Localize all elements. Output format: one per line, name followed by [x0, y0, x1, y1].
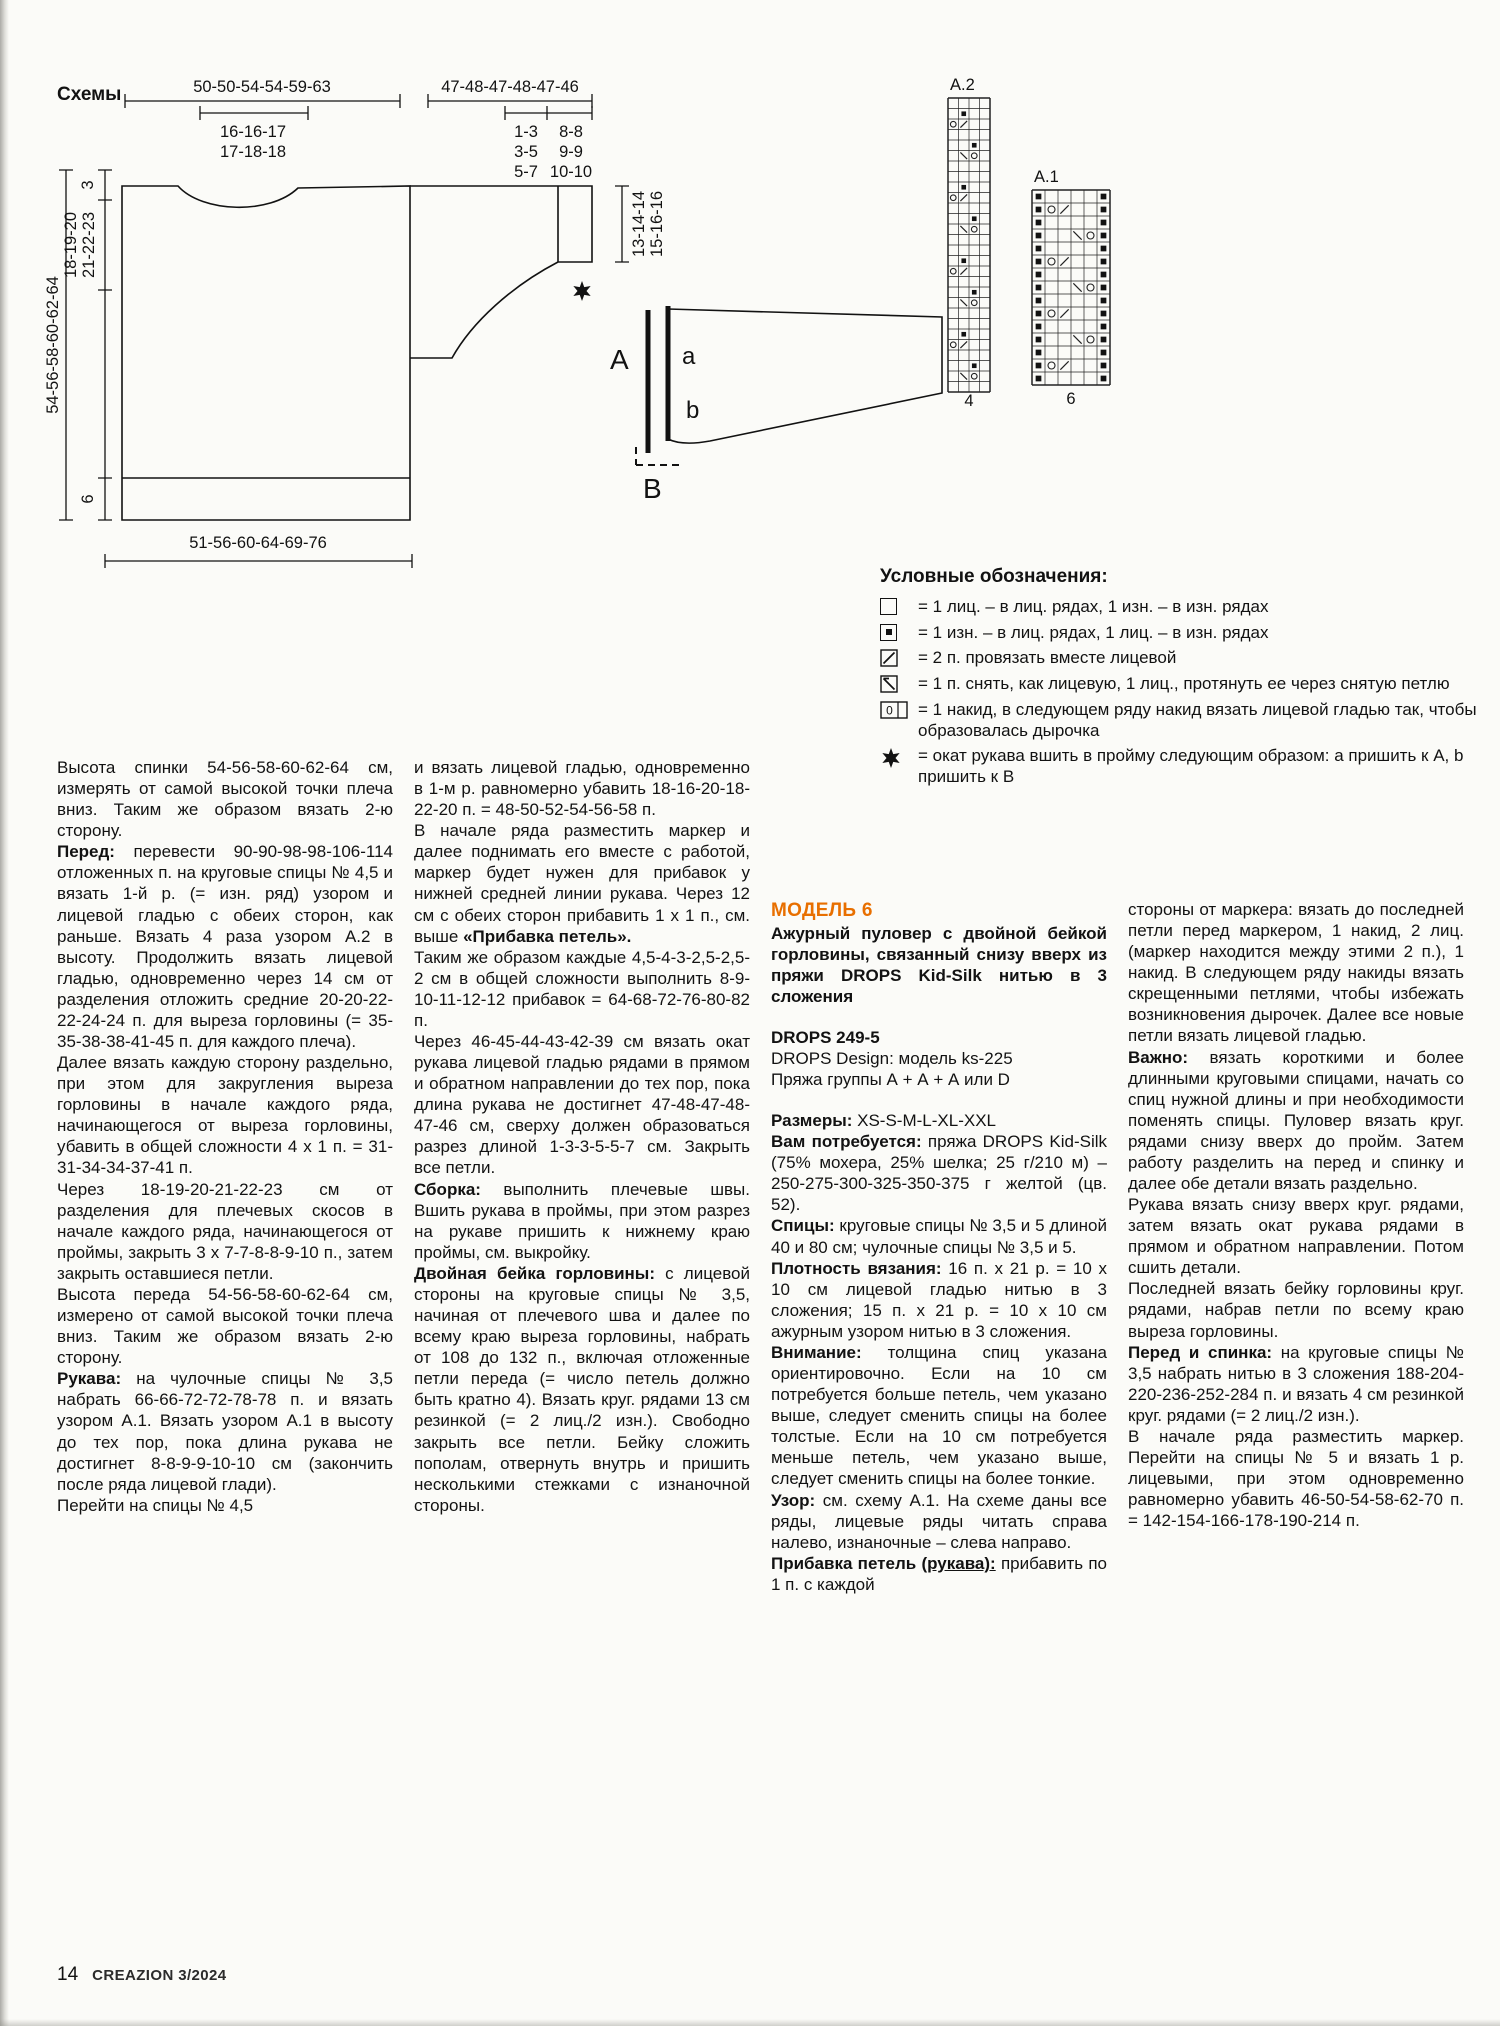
legend-item-text: = 2 п. провязать вместе лицевой: [918, 648, 1177, 668]
paragraph: Важно: вязать короткими и более длинными круговыми спицами, начать со спиц нужной длины и при необходимости поменять спицы. Пуловер вязать круг. рядами снизу вверх до пройм. Затем работу разделить на перед и спинку и далее обе детали вязать раздельно.: [1128, 1047, 1464, 1194]
armhole-depth-label-1: 18-19-20: [62, 211, 80, 279]
text-column-4: [1128, 757, 1464, 1595]
chart-a1-repeat-label: 6: [1066, 390, 1076, 408]
shoulder-drop-label: 3: [79, 180, 97, 190]
paragraph: Через 46-45-44-43-42-39 см вязать окат рукава лицевой гладью рядами в прямом и обратном направлении до тех пор, пока длина рукава не достигнет 47-48-47-48-47-46 см, сверху должен образоваться разрез длиной 1-3-3-5-5-7 см. Закрыть все петли.: [414, 1032, 750, 1178]
piece-label-A: A: [610, 344, 629, 375]
body-piece-outline: [122, 186, 410, 520]
cuff-width-label-1: 13-14-14: [630, 190, 648, 258]
paragraph: Внимание: толщина спиц указана ориентировочно. Если на 10 см потребуется больше петель, чем указано выше, следует сменить спицы на более толстые. Если на 10 см потребуется меньше петель, чем указано выше, следует сменить спицы на более тонкие.: [771, 1342, 1107, 1489]
knit-square-icon: [880, 597, 918, 615]
paragraph: DROPS 249-5: [771, 1027, 880, 1047]
slit-label-1: 1-3: [514, 123, 538, 141]
rib-height-label: 6: [79, 494, 97, 504]
page-bottom-shadow: [0, 2019, 1500, 2026]
cuff-label-3: 10-10: [549, 163, 593, 181]
sleeve-top-width-label: 47-48-47-48-47-46: [441, 78, 579, 96]
paragraph: Перед и спинка: на круговые спицы № 3,5 набрать нитью в 3 сложения 188-204-220-236-252-284 п. и вязать 4 см резинкой круг. рядами (= 2 лиц./2 изн.).: [1128, 1342, 1464, 1425]
piece-label-B: B: [643, 473, 662, 504]
sleeve-top-measure-line: [428, 94, 592, 108]
body-top-width-label: 50-50-54-54-59-63: [193, 78, 331, 96]
sleeve-piece-outline: [410, 186, 592, 358]
neck-width-label-1: 16-16-17: [219, 123, 287, 141]
paragraph: В начале ряда разместить маркер и далее поднимать его вместе с работой, маркер будет нужен для прибавок у нижней средней линии рукава. Через 12 см с обеих сторон прибавить 1 х 1 п., см. выше «Прибавка петель».: [414, 821, 750, 946]
chart-a2-repeat-label: 4: [964, 392, 974, 410]
chart-a2-grid: [948, 98, 990, 392]
slit-label-2: 3-5: [514, 143, 538, 161]
text-column-2: [414, 757, 750, 1595]
paragraph: Ажурный пуловер с двойной бейкой горловины, связанный снизу вверх из пряжи DROPS Kid-Silk нитью в 3 сложения: [771, 923, 1107, 1006]
yarn-over-icon: [880, 700, 918, 719]
legend-item: [880, 648, 1484, 669]
body-bottom-width-label: 51-56-60-64-69-76: [189, 534, 327, 552]
slip-psso-icon: [880, 674, 918, 693]
cuff-width-label-2: 15-16-16: [648, 190, 666, 258]
legend-item-text: = окат рукава вшить в пройму следующим образом: a пришить к A, b пришить к B: [918, 746, 1464, 787]
model-heading: МОДЕЛЬ 6: [771, 900, 873, 921]
article-columns: [57, 757, 1464, 1595]
paragraph: Таким же образом каждые 4,5-4-3-2,5-2,5-2 см в общей сложности выполнить 8-9-10-11-12-12 прибавок = 64-68-72-76-80-82 п.: [414, 947, 750, 1030]
seam-dashed-line: [636, 447, 684, 465]
sleeve-sub-measure-line: [505, 106, 592, 120]
sleeve-half-outline: [668, 309, 942, 443]
page-footer: [57, 1964, 227, 1986]
paragraph: Узор: см. схему А.1. На схеме даны все ряды, лицевые ряды читать справа налево, изнаночные – слева направо.: [771, 1490, 1107, 1552]
legend-item-text: = 1 накид, в следующем ряду накид вязать лицевой гладью так, чтобы образовалась дырочка: [918, 699, 1477, 740]
neck-measure-line: [200, 106, 308, 120]
paragraph: Двойная бейка горловины: с лицевой стороны на круговые спицы № 3,5, начиная от плечевого шва и далее по всему краю выреза горловины, набрать от 108 до 132 п., включая отложенные петли переда (= число петель должно быть кратно 4). Вязать круг. рядами 13 см резинкой (= 2 лиц./2 изн.). Свободно закрыть все петли. Бейку сложить пополам, отвернуть внутрь и пришить несколькими стежками с изнаночной стороны.: [414, 1263, 751, 1515]
paragraph: Сборка: выполнить плечевые швы. Вшить рукава в проймы, при этом разрез на рукаве пришить к нижнему краю проймы, см. выкройку.: [414, 1179, 750, 1262]
neck-width-label-2: 17-18-18: [219, 143, 287, 161]
legend-title: Условные обозначения:: [880, 566, 1108, 587]
paragraph: Перейти на спицы № 4,5: [57, 1495, 254, 1515]
paragraph: [771, 899, 1107, 923]
chart-a1-grid: [1032, 190, 1110, 385]
paragraph: Рукава: на чулочные спицы № 3,5 набрать 66-66-72-72-78-78 п. и вязать узором А.1. Вязать узором А.1 в высоту до тех пор, пока длина рукава не достигнет 8-8-9-9-10-10 см (закончить после ряда лицевой глади).: [57, 1369, 393, 1494]
armhole-depth-label-2: 21-22-23: [80, 211, 98, 279]
paragraph: Вам потребуется: пряжа DROPS Kid-Silk (75% мохера, 25% шелка; 25 г/210 м) – 250-275-300-325-350-375 г желтой (цв. 52).: [771, 1132, 1108, 1215]
paragraph: В начале ряда разместить маркер. Перейти на спицы № 5 и вязать 1 р. лицевыми, при этом одновременно равномерно убавить 46-50-54-58-62-70 п. = 142-154-166-178-190-214 п.: [1128, 1426, 1464, 1531]
chart-a1-label: A.1: [1034, 168, 1059, 186]
cuff-measure-line: [615, 186, 629, 262]
chart-a2-label: A.2: [950, 76, 975, 94]
body-segment-measure-line: [98, 170, 112, 520]
text-column-1: [57, 757, 393, 1595]
cuff-label-2: 9-9: [559, 143, 583, 161]
paragraph: Перед: перевести 90-90-98-98-106-114 отложенных п. на круговые спицы № 4,5 и вязать 1-й р. (= изн. ряд) узором и лицевой гладью с обеих сторон, как раньше. Вязать 4 раза узором А.2 в высоту. Продолжить вязать лицевой гладью, одновременно через 14 см от разделения отложить средние 20-20-22-22-24-24 п. для выреза горловины (= 35-35-38-38-41-45 п. для каждого плеча).: [57, 842, 393, 1052]
legend-item-text: = 1 изн. – в лиц. рядах, 1 лиц. – в изн. рядах: [918, 622, 1269, 642]
page-number: 14: [57, 1964, 79, 1985]
cuff-label-1: 8-8: [559, 123, 583, 141]
paragraph: Через 18-19-20-21-22-23 см от разделения для плечевых скосов в начале каждого ряда, начинающегося от проймы, закрыть 3 х 7-7-8-8-9-10 п., затем закрыть оставшиеся петли.: [57, 1179, 393, 1283]
body-top-measure-line: [125, 94, 400, 108]
paragraph: стороны от маркера: вязать до последней петли перед маркером, 1 накид, 2 лиц. (маркер находится между этими 2 п.), 1 накид. В следующем ряду накиды вязать скрещенными петлями, чтобы избежать возникновения дырочек. Далее все новые петли вязать лицевой гладью.: [1128, 900, 1464, 1046]
paragraph: и вязать лицевой гладью, одновременно в 1-м р. равномерно убавить 18-16-20-18-22-20 п. = 48-50-52-54-56-58 п.: [414, 758, 750, 820]
paragraph: Последней вязать бейку горловины круг. рядами, набрав петли по всему краю выреза горловины.: [1128, 1279, 1464, 1341]
schematics-heading: Схемы: [57, 84, 122, 105]
paragraph: DROPS Design: модель ks-225: [771, 1048, 1013, 1068]
svg-text:0: 0: [886, 703, 893, 718]
legend-item-text: = 1 п. снять, как лицевую, 1 лиц., протянуть ее через снятую петлю: [918, 674, 1450, 694]
body-bottom-measure-line: [105, 554, 412, 568]
legend-item: [880, 700, 1484, 741]
body-side-height-label: 54-56-58-60-62-64: [44, 276, 62, 414]
legend-item: [880, 674, 1484, 695]
sleeve-star-marker: [573, 281, 590, 301]
k2tog-icon: [880, 648, 918, 667]
paragraph: Спицы: круговые спицы № 3,5 и 5 длиной 40 и 80 см; чулочные спицы № 3,5 и 5.: [771, 1216, 1107, 1257]
legend-item-text: = 1 лиц. – в лиц. рядах, 1 изн. – в изн. рядах: [918, 597, 1269, 616]
piece-label-b: b: [686, 397, 700, 424]
piece-label-a: a: [682, 343, 696, 370]
paragraph: Высота переда 54-56-58-60-62-64 см, измерено от самой высокой точки плеча вниз. Таким же образом вязать 2-ю сторону.: [57, 1284, 393, 1368]
legend-item: [880, 623, 1484, 644]
text-column-3: [771, 757, 1107, 1595]
paragraph: Прибавка петель (рукава): прибавить по 1 п. с каждой: [771, 1553, 1107, 1594]
paragraph: Плотность вязания: 16 п. х 21 р. = 10 х 10 см лицевой гладью нитью в 3 сложения; 15 п. х 21 р. = 10 х 10 см ажурным узором нитью в 3 сложения.: [771, 1258, 1107, 1341]
paragraph: Далее вязать каждую сторону раздельно, при этом для закругления выреза горловины в начале каждого ряда, начинающегося от выреза горловины, убавить в общей сложности 4 х 1 п. = 31-31-34-34-37-41 п.: [57, 1053, 393, 1178]
slit-label-3: 5-7: [514, 163, 538, 181]
legend-item: [880, 597, 1484, 618]
magazine-title: CREAZION 3/2024: [92, 1967, 227, 1984]
paragraph: Высота спинки 54-56-58-60-62-64 см, измерять от самой высокой точки плеча вниз. Таким же образом вязать 2-ю сторону.: [57, 758, 393, 841]
paragraph: Рукава вязать снизу вверх круг. рядами, затем вязать окат рукава рядами в прямом и обратном направлении. Потом сшить детали.: [1128, 1195, 1464, 1278]
paragraph: Размеры: XS-S-M-L-XL-XXL: [771, 1111, 996, 1131]
purl-square-icon: [880, 623, 918, 641]
paragraph: Пряжа группы А + А + А или D: [771, 1070, 1010, 1090]
